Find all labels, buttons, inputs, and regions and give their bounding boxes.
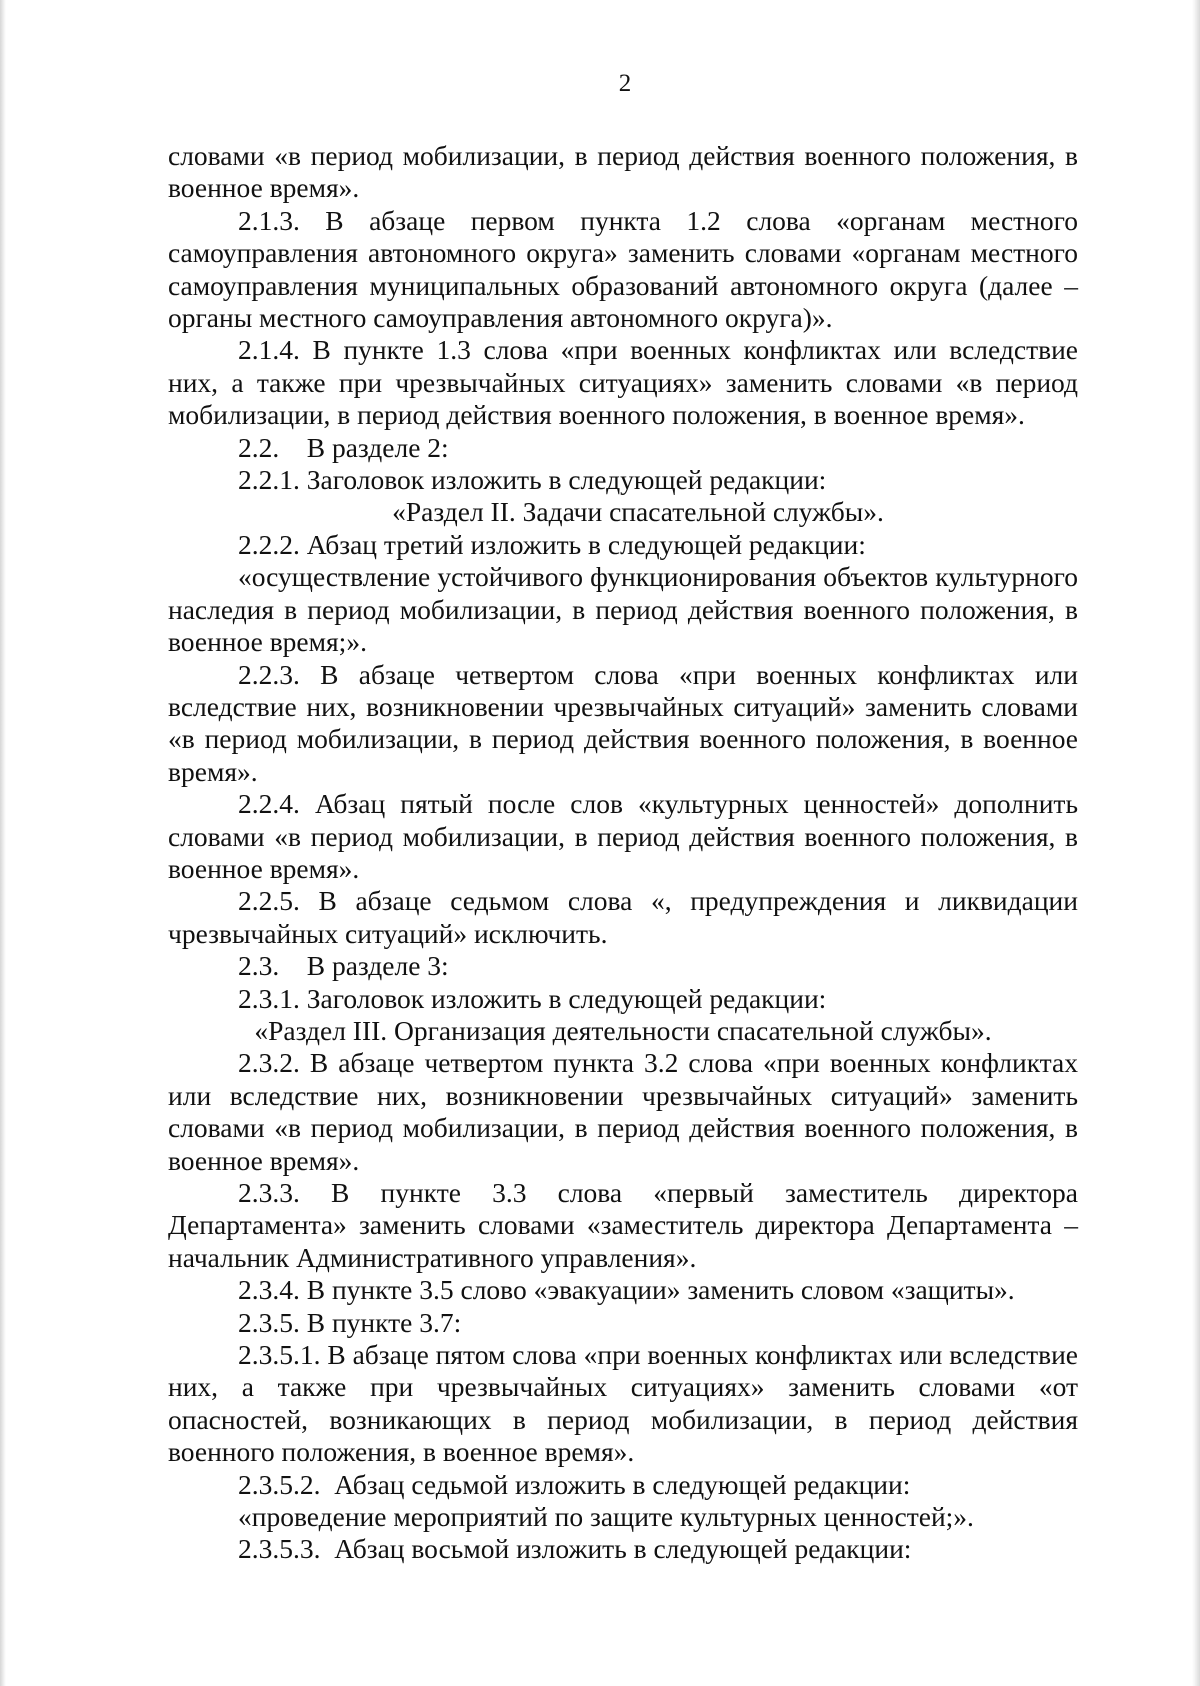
paragraph-2-1-3: 2.1.3. В абзаце первом пункта 1.2 слова «органам местного самоуправления автономного округа» заменить словами «органам местного самоуправления муниципальных образований автономного округа (далее – органы местного самоуправления автономного округа)». [168, 204, 1078, 334]
paragraph-2-2-5: 2.2.5. В абзаце седьмом слова «, предупреждения и ликвидации чрезвычайных ситуаций» исключить. [168, 885, 1078, 949]
paragraph-2-1-4: 2.1.4. В пункте 1.3 слова «при военных конфликтах или вследствие них, а также при чрезвычайных ситуациях» заменить словами «в период мобилизации, в период действия военного положения, в военное время». [168, 334, 1078, 431]
paragraph-2-3-5: 2.3.5. В пункте 3.7: [238, 1306, 462, 1338]
page-number: 2 [618, 70, 632, 97]
paragraph-2-2-3: 2.2.3. В абзаце четвертом слова «при военных конфликтах или вследствие них, возникновении чрезвычайных ситуаций» заменить словами «в период мобилизации, в период действия военного положения, в военное время». [168, 658, 1078, 787]
paragraph-2-3-5-2: 2.3.5.2. Абзац седьмой изложить в следующей редакции: [238, 1468, 911, 1500]
paragraph-2-2-4: 2.2.4. Абзац пятый после слов «культурных ценностей» дополнить словами «в период мобилизации, в период действия военного положения, в военное время». [168, 788, 1078, 884]
document-body [168, 140, 1078, 1566]
paragraph-quote-heritage: «осуществление устойчивого функционирования объектов культурного наследия в период мобилизации, в период действия военного положения, в военное время;». [168, 561, 1078, 658]
paragraph-2-3-5-3: 2.3.5.3. Абзац восьмой изложить в следующей редакции: [238, 1533, 912, 1565]
paragraph-2-2-1: 2.2.1. Заголовок изложить в следующей редакции: [238, 464, 827, 496]
heading-section-2: «Раздел II. Задачи спасательной службы». [392, 496, 884, 528]
paragraph-2-3-5-1: 2.3.5.1. В абзаце пятом слова «при военных конфликтах или вследствие них, а также при чрезвычайных ситуациях» заменить словами «от опасностей, возникающих в период мобилизации, в период действия военного положения, в военное время». [168, 1339, 1078, 1468]
scan-edge-left [0, 0, 6, 1686]
paragraph-2-3-3: 2.3.3. В пункте 3.3 слова «первый заместитель директора Департамента» заменить словами «заместитель директора Департамента – начальник Административного управления». [168, 1177, 1078, 1273]
paragraph-2-3-1: 2.3.1. Заголовок изложить в следующей редакции: [238, 982, 827, 1014]
heading-section-3: «Раздел III. Организация деятельности спасательной службы». [254, 1014, 992, 1046]
paragraph-continuation: словами «в период мобилизации, в период действия военного положения, в военное время». [168, 140, 1078, 204]
paragraph-quote-protection: «проведение мероприятий по защите культурных ценностей;». [238, 1501, 974, 1533]
paragraph-2-3: 2.3. В разделе 3: [238, 950, 449, 982]
scan-edge-right [1192, 0, 1200, 1686]
paragraph-2-2: 2.2. В разделе 2: [238, 431, 449, 463]
paragraph-2-3-4: 2.3.4. В пункте 3.5 слово «эвакуации» заменить словом «защиты». [238, 1274, 1015, 1306]
paragraph-2-3-2: 2.3.2. В абзаце четвертом пункта 3.2 слова «при военных конфликтах или вследствие них, возникновении чрезвычайных ситуаций» заменить словами «в период мобилизации, в период действия военного положения, в военное время». [168, 1047, 1078, 1176]
paragraph-2-2-2: 2.2.2. Абзац третий изложить в следующей редакции: [238, 528, 866, 560]
